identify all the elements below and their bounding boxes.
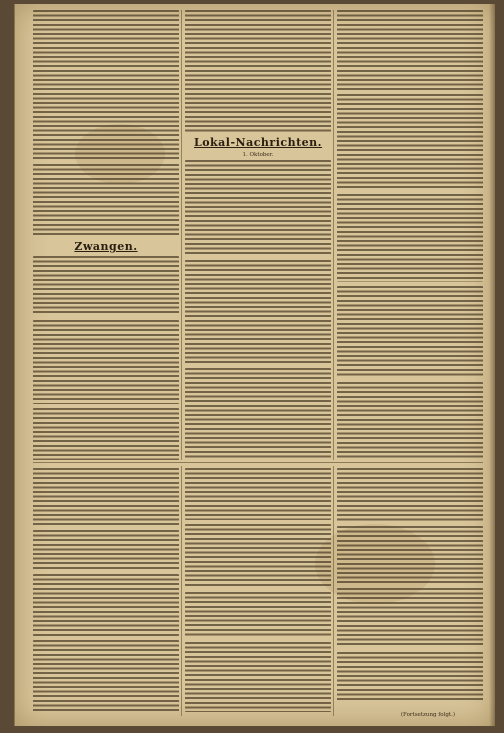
text-block [33,408,179,460]
column-1-lower [33,468,179,712]
column-3-lower [337,468,483,706]
page-edge-shadow [489,4,495,726]
section-heading-lokal-nachrichten: Lokal-Nachrichten. [193,136,323,149]
text-block [33,530,179,570]
column-rule [181,10,182,460]
text-block [337,286,483,378]
column-2-upper [185,10,331,460]
text-block [33,640,179,712]
text-block [33,574,179,636]
text-block [185,10,331,132]
section-rule [33,462,483,463]
text-block [337,588,483,648]
section-heading-zwangen: Zwangen. [74,240,138,253]
text-block [185,524,331,588]
text-block [33,164,179,236]
text-block [33,256,179,316]
text-block [185,260,331,364]
dateline: 1. Oktober. [242,152,274,158]
text-block [337,382,483,460]
text-block [33,10,179,160]
text-block [337,94,483,190]
text-block [185,592,331,638]
text-block [337,652,483,702]
newspaper-page [14,4,495,726]
text-block [337,194,483,282]
text-block [33,320,179,404]
column-rule [333,466,334,716]
text-block [337,526,483,584]
column-rule [181,466,182,716]
text-block [185,468,331,520]
continuation-note: (Fortsetzung folgt.) [400,712,455,718]
column-rule [333,10,334,460]
text-block [185,642,331,712]
text-block [337,10,483,90]
column-3-upper [337,10,483,460]
text-block [185,160,331,256]
text-block [337,468,483,522]
text-block [33,468,179,526]
column-2-lower [185,468,331,712]
text-block [185,368,331,458]
column-1-upper [33,10,179,460]
